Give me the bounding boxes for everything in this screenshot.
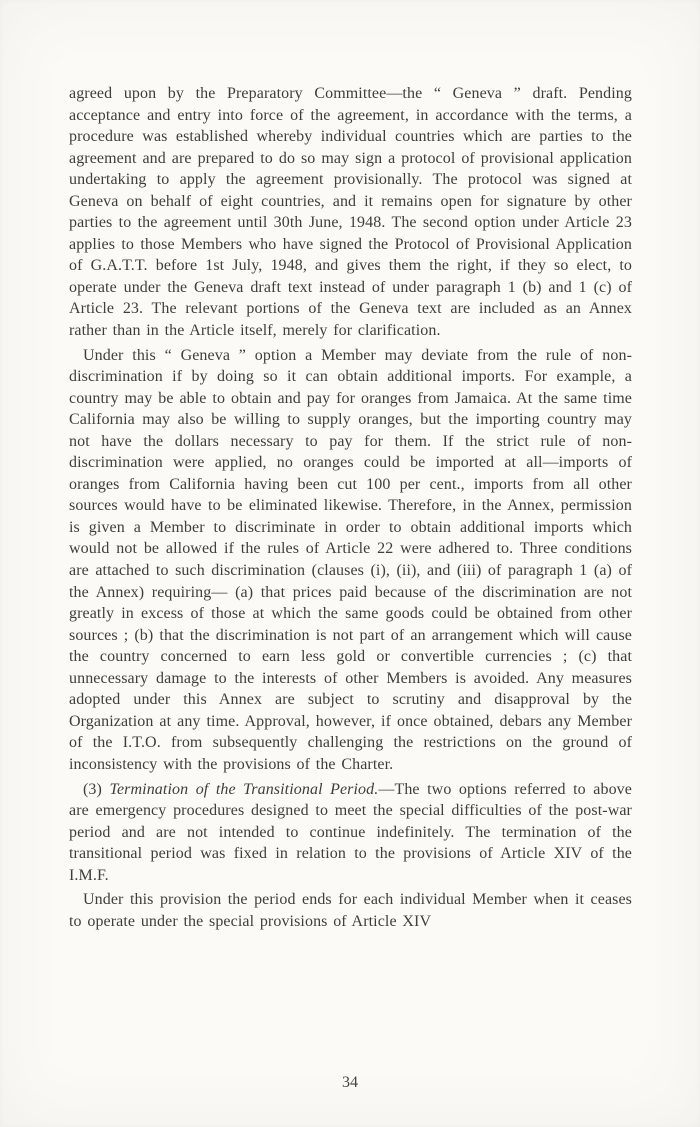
text-block: [69, 83, 632, 932]
paragraph-3-rest: —The two options referred to above are emergency procedures designed to meet the special difficulties of the post-war period and are not intended to continue indefinitely. The termination of the transitional period was fixed in relation to the provisions of Article XIV of the I.M.F.: [69, 780, 632, 884]
paragraph-4: Under this provision the period ends for each individual Member when it ceases to operate under the special provisions of Article XIV: [69, 891, 632, 930]
paragraph-1: agreed upon by the Preparatory Committee—the “ Geneva ” draft. Pending acceptance and entry into force of the agreement, in accordance with the terms, a procedure was established whereby individual countries which are parties to the agreement and are prepared to do so may sign a protocol of provisional application undertaking to apply the agreement provisionally. The protocol was signed at Geneva on behalf of eight countries, and it remains open for signature by other parties to the agreement until 30th June, 1948. The second option under Article 23 applies to those Members who have signed the Protocol of Provisional Application of G.A.T.T. before 1st July, 1948, and gives them the right, if they so elect, to operate under the Geneva draft text instead of under paragraph 1 (b) and 1 (c) of Article 23. The relevant portions of the Geneva text are included as an Annex rather than in the Article itself, merely for clarification.: [69, 85, 632, 340]
paragraph-3-italic-title: Termination of the Transitional Period.: [109, 780, 379, 798]
paragraph-3-lead: (3): [83, 780, 110, 798]
paragraph-3: [69, 779, 632, 887]
paragraph-2: Under this “ Geneva ” option a Member may deviate from the rule of non-discrimination if by doing so it can obtain additional imports. For example, a country may be able to obtain and pay for oranges from Jamaica. At the same time California may also be willing to supply oranges, but the importing country may not have the dollars necessary to pay for them. If the strict rule of non-discrimination were applied, no oranges could be imported at all—imports of oranges from California having been cut 100 per cent., imports from all other sources would have to be eliminated likewise. Therefore, in the Annex, permission is given a Member to discriminate in order to obtain additional imports which would not be allowed if the rules of Article 22 were adhered to. Three conditions are attached to such discrimination (clauses (i), (ii), and (iii) of paragraph 1 (a) of the Annex) requiring— (a) that prices paid because of the discrimination are not greatly in excess of those at which the same goods could be obtained from other sources ; (b) that the discrimination is not part of an arrangement which will cause the country concerned to earn less gold or convertible currencies ; (c) that unnecessary damage to the interests of other Members is avoided. Any measures adopted under this Annex are subject to scrutiny and disapproval by the Organization at any time. Approval, however, if once obtained, debars any Member of the I.T.O. from subsequently challenging the restrictions on the ground of inconsistency with the provisions of the Charter.: [69, 346, 632, 773]
page-number: 34: [342, 1074, 358, 1091]
